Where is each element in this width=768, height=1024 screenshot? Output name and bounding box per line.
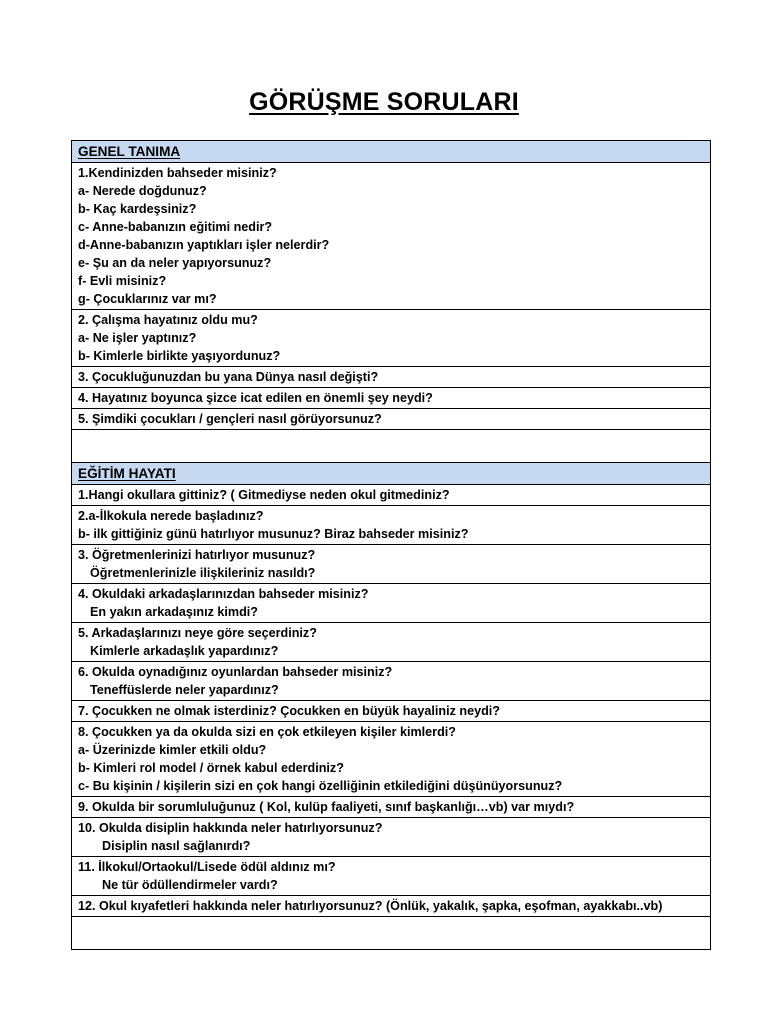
page-title: GÖRÜŞME SORULARI [249, 88, 519, 116]
question-line: 10. Okulda disiplin hakkında neler hatırlıyorsunuz? [78, 821, 383, 835]
section-heading: GENEL TANIMA [78, 144, 181, 159]
question-row [72, 701, 711, 722]
question-cell-5 [72, 623, 711, 662]
section-header-genel-tanima [72, 141, 711, 163]
question-cell-7 [72, 701, 711, 722]
question-line: 6. Okulda oynadığınız oyunlardan bahseder misiniz? [78, 665, 393, 679]
question-row [72, 896, 711, 917]
question-line: En yakın arkadaşınız kimdi? [90, 605, 258, 619]
question-cell-12 [72, 896, 711, 917]
section-header-egitim-hayati [72, 463, 711, 485]
question-row [72, 584, 711, 623]
question-row [72, 409, 711, 430]
question-line: b- Kimlerle birlikte yaşıyordunuz? [78, 349, 281, 363]
question-cell-2 [72, 310, 711, 367]
question-row [72, 857, 711, 896]
section-header-row [72, 141, 711, 163]
question-row [72, 485, 711, 506]
question-line: 5. Arkadaşlarınızı neye göre seçerdiniz? [78, 626, 317, 640]
question-line: Kimlerle arkadaşlık yapardınız? [90, 644, 279, 658]
question-row [72, 310, 711, 367]
question-line: 2. Çalışma hayatınız oldu mu? [78, 313, 258, 327]
question-line: a- Üzerinizde kimler etkili oldu? [78, 743, 267, 757]
blank-row [72, 430, 711, 463]
blank-cell [72, 917, 711, 950]
question-row [72, 662, 711, 701]
question-cell-9 [72, 797, 711, 818]
question-line: 5. Şimdiki çocukları / gençleri nasıl görüyorsunuz? [78, 412, 382, 426]
question-line: Teneffüslerde neler yapardınız? [90, 683, 279, 697]
question-line: f- Evli misiniz? [78, 274, 167, 288]
question-line: d-Anne-babanızın yaptıkları işler nelerdir? [78, 238, 330, 252]
section-header-row [72, 463, 711, 485]
question-cell-3 [72, 545, 711, 584]
question-row [72, 545, 711, 584]
question-line: 3. Öğretmenlerinizi hatırlıyor musunuz? [78, 548, 316, 562]
question-line: 2.a-İlkokula nerede başladınız? [78, 509, 264, 523]
question-line: g- Çocuklarınız var mı? [78, 292, 217, 306]
question-line: 3. Çocukluğunuzdan bu yana Dünya nasıl değişti? [78, 370, 379, 384]
question-line: b- Kaç kardeşsiniz? [78, 202, 197, 216]
question-cell-8 [72, 722, 711, 797]
question-line: 8. Çocukken ya da okulda sizi en çok etkileyen kişiler kimlerdi? [78, 725, 456, 739]
question-line: 1.Kendinizden bahseder misiniz? [78, 166, 277, 180]
question-row [72, 722, 711, 797]
question-line: 1.Hangi okullara gittiniz? ( Gitmediyse neden okul gitmediniz? [78, 488, 450, 502]
question-line: 4. Hayatınız boyunca şizce icat edilen en önemli şey neydi? [78, 391, 433, 405]
question-cell-6 [72, 662, 711, 701]
question-line: Ne tür ödüllendirmeler vardı? [102, 878, 278, 892]
question-row [72, 623, 711, 662]
question-line: c- Anne-babanızın eğitimi nedir? [78, 220, 273, 234]
interview-questions-table [71, 140, 711, 950]
question-line: 12. Okul kıyafetleri hakkında neler hatırlıyorsunuz? (Önlük, yakalık, şapka, eşofman, ayakkabı..vb) [78, 899, 663, 913]
question-cell-1 [72, 485, 711, 506]
question-line: 11. İlkokul/Ortaokul/Lisede ödül aldınız mı? [78, 860, 336, 874]
question-line: a- Nerede doğdunuz? [78, 184, 207, 198]
question-line: c- Bu kişinin / kişilerin sizi en çok hangi özelliğinin etkilediğini düşünüyorsunuz? [78, 779, 563, 793]
question-row [72, 163, 711, 310]
question-line: a- Ne işler yaptınız? [78, 331, 197, 345]
question-line: 7. Çocukken ne olmak isterdiniz? Çocukken en büyük hayaliniz neydi? [78, 704, 501, 718]
question-cell-4 [72, 388, 711, 409]
question-line: b- ilk gittiğiniz günü hatırlıyor musunuz? Biraz bahseder misiniz? [78, 527, 469, 541]
question-row [72, 797, 711, 818]
blank-row [72, 917, 711, 950]
question-line: Öğretmenlerinizle ilişkileriniz nasıldı? [90, 566, 316, 580]
question-cell-11 [72, 857, 711, 896]
question-cell-10 [72, 818, 711, 857]
blank-cell [72, 430, 711, 463]
question-line: 4. Okuldaki arkadaşlarınızdan bahseder misiniz? [78, 587, 369, 601]
question-row [72, 506, 711, 545]
question-row [72, 367, 711, 388]
question-cell-4 [72, 584, 711, 623]
question-row [72, 388, 711, 409]
question-line: e- Şu an da neler yapıyorsunuz? [78, 256, 272, 270]
question-line: 9. Okulda bir sorumluluğunuz ( Kol, kulüp faaliyeti, sınıf başkanlığı…vb) var mıydı? [78, 800, 575, 814]
question-cell-3 [72, 367, 711, 388]
question-cell-2 [72, 506, 711, 545]
question-line: b- Kimleri rol model / örnek kabul ederdiniz? [78, 761, 344, 775]
question-cell-1 [72, 163, 711, 310]
question-line: Disiplin nasıl sağlanırdı? [102, 839, 251, 853]
section-heading: EĞİTİM HAYATI [78, 466, 176, 481]
question-row [72, 818, 711, 857]
question-cell-5 [72, 409, 711, 430]
